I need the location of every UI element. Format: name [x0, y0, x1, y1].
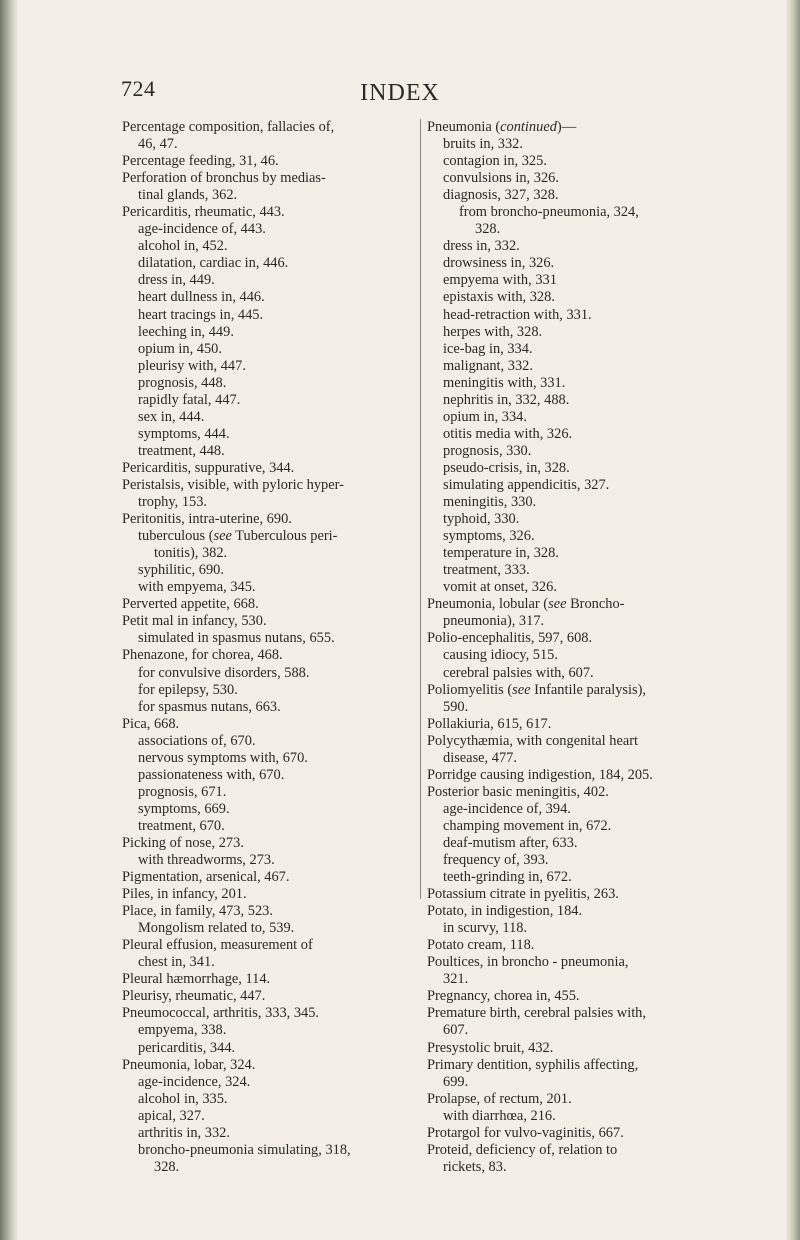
page-number: 724	[121, 76, 156, 101]
index-entry: typhoid, 330.	[443, 511, 520, 528]
index-entry: Pneumococcal, arthritis, 333, 345.	[122, 1005, 320, 1022]
index-entry: opium in, 450.	[138, 340, 222, 357]
index-entry: Peristalsis, visible, with pyloric hyper-	[122, 476, 344, 493]
index-entry: treatment, 333.	[443, 562, 530, 579]
index-entry: ice-bag in, 334.	[443, 340, 533, 357]
index-entry: empyema with, 331	[443, 272, 557, 289]
index-entry: heart tracings in, 445.	[138, 306, 264, 323]
index-entry: syphilitic, 690.	[138, 562, 224, 579]
index-entry: vomit at onset, 326.	[443, 579, 557, 596]
index-entry: Pericarditis, suppurative, 344.	[122, 459, 295, 476]
index-entry: alcohol in, 335.	[138, 1090, 228, 1107]
index-entry: prognosis, 330.	[443, 442, 532, 459]
index-entry: teeth-grinding in, 672.	[443, 869, 572, 886]
index-entry: with threadworms, 273.	[138, 852, 275, 869]
index-entry: simulated in spasmus nutans, 655.	[138, 630, 335, 647]
index-entry: nephritis in, 332, 488.	[443, 391, 570, 408]
index-entry: drowsiness in, 326.	[443, 255, 555, 272]
index-entry: Protargol for vulvo-vaginitis, 667.	[427, 1124, 624, 1141]
page-header	[0, 70, 800, 110]
index-entry: trophy, 153.	[138, 494, 208, 511]
index-entry: alcohol in, 452.	[138, 238, 228, 255]
index-entry: 321.	[443, 971, 469, 988]
index-entry: 46, 47.	[138, 136, 178, 153]
index-entry: treatment, 448.	[138, 442, 225, 459]
index-entry: Polio-encephalitis, 597, 608.	[427, 630, 593, 647]
index-entry: deaf-mutism after, 633.	[443, 834, 578, 851]
page-binding-shadow-left	[0, 0, 18, 1240]
index-entry: opium in, 334.	[443, 408, 527, 425]
index-entry: pleurisy with, 447.	[138, 357, 246, 374]
index-entry: causing idiocy, 515.	[443, 647, 558, 664]
index-entry: symptoms, 669.	[138, 800, 230, 817]
index-entry: Petit mal in infancy, 530.	[122, 613, 267, 630]
index-column-right	[427, 119, 773, 1176]
index-entry: 328.	[475, 221, 501, 238]
index-entry: cerebral palsies with, 607.	[443, 664, 594, 681]
index-entry: chest in, 341.	[138, 954, 215, 971]
index-entry: Place, in family, 473, 523.	[122, 903, 273, 920]
index-entry: Potassium citrate in pyelitis, 263.	[427, 886, 619, 903]
index-entry: Pneumonia, lobular (see Broncho-	[427, 596, 625, 613]
index-entry: Picking of nose, 273.	[122, 834, 244, 851]
index-entry: tinal glands, 362.	[138, 187, 238, 204]
index-entry: sex in, 444.	[138, 408, 205, 425]
index-entry: Phenazone, for chorea, 468.	[122, 647, 283, 664]
index-entry: Pleural effusion, measurement of	[122, 937, 313, 954]
index-entry: Poultices, in broncho - pneumonia,	[427, 954, 629, 971]
index-entry: treatment, 670.	[138, 817, 225, 834]
index-entry: apical, 327.	[138, 1107, 205, 1124]
index-column-left	[122, 119, 418, 1176]
page-edge-shadow-right	[786, 0, 800, 1240]
index-entry: leeching in, 449.	[138, 323, 234, 340]
index-entry: Posterior basic meningitis, 402.	[427, 783, 609, 800]
index-entry: for convulsive disorders, 588.	[138, 664, 310, 681]
index-entry: contagion in, 325.	[443, 153, 547, 170]
index-entry: rickets, 83.	[443, 1158, 507, 1175]
index-entry: for spasmus nutans, 663.	[138, 698, 281, 715]
index-entry: prognosis, 671.	[138, 783, 227, 800]
index-entry: pericarditis, 344.	[138, 1039, 236, 1056]
index-entry: Poliomyelitis (see Infantile paralysis),	[427, 681, 647, 698]
index-entry: tuberculous (see Tuberculous peri-	[138, 528, 338, 545]
index-entry: 328.	[154, 1158, 180, 1175]
index-entry: passionateness with, 670.	[138, 766, 285, 783]
index-entry: Pericarditis, rheumatic, 443.	[122, 204, 285, 221]
index-entry: Presystolic bruit, 432.	[427, 1039, 554, 1056]
index-entry: age-incidence, 324.	[138, 1073, 251, 1090]
index-entry: nervous symptoms with, 670.	[138, 749, 308, 766]
index-entry: associations of, 670.	[138, 732, 256, 749]
index-entry: Pleurisy, rheumatic, 447.	[122, 988, 266, 1005]
index-entry: with empyema, 345.	[138, 579, 256, 596]
index-entry: 607.	[443, 1022, 469, 1039]
index-entry: simulating appendicitis, 327.	[443, 476, 610, 493]
index-entry: herpes with, 328.	[443, 323, 543, 340]
index-entry: for epilepsy, 530.	[138, 681, 238, 698]
index-entry: Porridge causing indigestion, 184, 205.	[427, 766, 653, 783]
index-entry: malignant, 332.	[443, 357, 533, 374]
index-entry: convulsions in, 326.	[443, 170, 559, 187]
index-entry: Pneumonia (continued)—	[427, 119, 577, 135]
index-entry: Piles, in infancy, 201.	[122, 886, 247, 903]
index-entry: Perforation of bronchus by medias-	[122, 170, 326, 187]
index-entry: dilatation, cardiac in, 446.	[138, 255, 289, 272]
index-entry: Proteid, deficiency of, relation to	[427, 1141, 618, 1158]
index-entry: disease, 477.	[443, 749, 517, 766]
index-entry: Percentage composition, fallacies of,	[122, 119, 335, 135]
index-entry: Pollakiuria, 615, 617.	[427, 715, 552, 732]
index-entry: champing movement in, 672.	[443, 817, 612, 834]
index-entry: prognosis, 448.	[138, 374, 227, 391]
index-entry: Pleural hæmorrhage, 114.	[122, 971, 271, 988]
index-entry: Pica, 668.	[122, 715, 180, 732]
index-entry: in scurvy, 118.	[443, 920, 528, 937]
index-entry: from broncho-pneumonia, 324,	[459, 204, 639, 221]
index-entry: Prolapse, of rectum, 201.	[427, 1090, 572, 1107]
index-entry: Mongolism related to, 539.	[138, 920, 295, 937]
index-entry: bruits in, 332.	[443, 136, 523, 153]
index-entry: Potato, in indigestion, 184.	[427, 903, 583, 920]
index-entry: Pregnancy, chorea in, 455.	[427, 988, 580, 1005]
index-entry: meningitis, 330.	[443, 494, 537, 511]
index-entry: age-incidence of, 394.	[443, 800, 571, 817]
index-entry: Premature birth, cerebral palsies with,	[427, 1005, 646, 1022]
index-entry: broncho-pneumonia simulating, 318,	[138, 1141, 351, 1158]
index-entry: 590.	[443, 698, 469, 715]
index-entry: pneumonia), 317.	[443, 613, 545, 630]
index-entry: pseudo-crisis, in, 328.	[443, 459, 570, 476]
index-entry: dress in, 332.	[443, 238, 520, 255]
index-entry: heart dullness in, 446.	[138, 289, 265, 306]
index-entry: Perverted appetite, 668.	[122, 596, 259, 613]
index-entry: with diarrhœa, 216.	[443, 1107, 556, 1124]
index-entry: Peritonitis, intra-uterine, 690.	[122, 511, 292, 528]
index-entry: Primary dentition, syphilis affecting,	[427, 1056, 639, 1073]
index-entry: frequency of, 393.	[443, 852, 549, 869]
index-entry: Polycythæmia, with congenital heart	[427, 732, 639, 749]
index-entry: 699.	[443, 1073, 469, 1090]
index-entry: Percentage feeding, 31, 46.	[122, 153, 279, 170]
index-entry: Pigmentation, arsenical, 467.	[122, 869, 290, 886]
index-entry: Pneumonia, lobar, 324.	[122, 1056, 256, 1073]
index-entry: age-incidence of, 443.	[138, 221, 266, 238]
index-entry: dress in, 449.	[138, 272, 215, 289]
index-entry: symptoms, 444.	[138, 425, 230, 442]
index-entry: Potato cream, 118.	[427, 937, 535, 954]
column-divider	[420, 119, 421, 899]
index-entry: tonitis), 382.	[154, 545, 228, 562]
index-entry: meningitis with, 331.	[443, 374, 566, 391]
index-entry: diagnosis, 327, 328.	[443, 187, 559, 204]
index-entry: head-retraction with, 331.	[443, 306, 592, 323]
index-entry: empyema, 338.	[138, 1022, 227, 1039]
index-entry: rapidly fatal, 447.	[138, 391, 241, 408]
index-entry: symptoms, 326.	[443, 528, 535, 545]
index-entry: otitis media with, 326.	[443, 425, 573, 442]
index-entry: epistaxis with, 328.	[443, 289, 555, 306]
index-entry: arthritis in, 332.	[138, 1124, 230, 1141]
index-entry: temperature in, 328.	[443, 545, 559, 562]
running-head: INDEX	[360, 80, 440, 106]
